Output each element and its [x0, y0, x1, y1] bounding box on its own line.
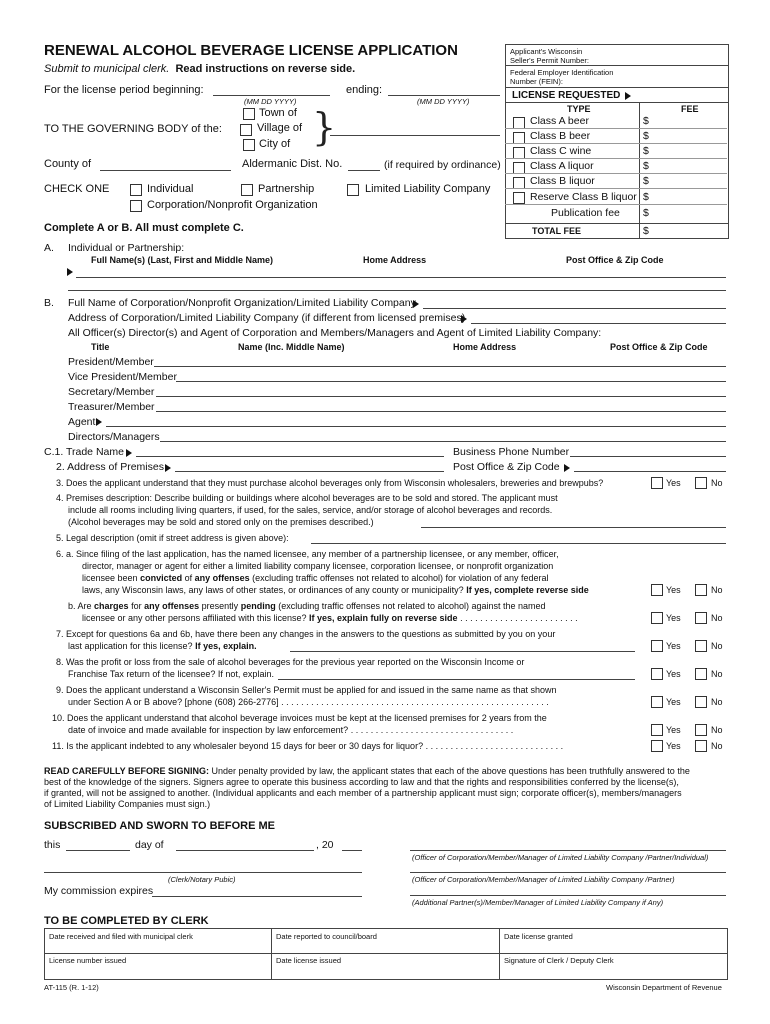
department-name: Wisconsin Department of Revenue	[606, 983, 722, 992]
month-field[interactable]	[176, 850, 314, 851]
fee-dollar: $	[643, 160, 649, 172]
q10-yes-checkbox[interactable]	[651, 724, 663, 736]
no-label: No	[711, 697, 723, 707]
read-carefully-line-3: if granted, will not be assigned to another. (Individual applicants and each member of a partnership applicant must sign; corporate officer(s), members/managers	[44, 788, 682, 798]
no-label: No	[711, 641, 723, 651]
yes-label: Yes	[666, 585, 681, 595]
signature-line-1[interactable]	[410, 850, 726, 851]
yes-label: Yes	[666, 725, 681, 735]
city-label: City of	[259, 138, 291, 150]
q8-no-checkbox[interactable]	[695, 668, 707, 680]
signature-caption-1: (Officer of Corporation/Member/Manager of Limited Liability Company /Partner/Individual)	[412, 853, 709, 862]
officer-title: Agent	[68, 416, 96, 428]
read-carefully-line-2: best of the knowledge of the signers. Signers agree to operate this business according to law and that the rights and responsibilities conferred by the license(s),	[44, 777, 679, 787]
officer-field[interactable]	[106, 426, 726, 427]
officer-title: Directors/Managers	[68, 431, 160, 443]
clerk-heading: TO BE COMPLETED BY CLERK	[44, 915, 209, 927]
license-type-label: Reserve Class B liquor	[530, 191, 637, 203]
fee-dollar: $	[643, 191, 649, 203]
yes-label: Yes	[666, 478, 681, 488]
license-type-label: Class A beer	[530, 115, 589, 127]
license-type-label: Class C wine	[530, 145, 592, 157]
no-label: No	[711, 585, 723, 595]
town-checkbox[interactable]	[243, 108, 255, 120]
fee-dollar: $	[643, 207, 649, 219]
fein-label-1: Federal Employer Identification	[510, 68, 614, 77]
q9-no-checkbox[interactable]	[695, 696, 707, 708]
officer-title: President/Member	[68, 356, 154, 368]
begin-date-format: (MM DD YYYY)	[244, 97, 297, 106]
complete-ab-label: Complete A or B. All must complete C.	[44, 222, 244, 234]
ending-label: ending:	[346, 84, 383, 96]
license-requested-label: LICENSE REQUESTED	[512, 90, 621, 101]
section-a-letter: A.	[44, 242, 54, 254]
question-5: 5. Legal description (omit if street address is given above):	[56, 533, 289, 543]
no-label: No	[711, 478, 723, 488]
corporation-checkbox[interactable]	[130, 200, 142, 212]
day-field[interactable]	[66, 850, 130, 851]
clerk-cell-date-received[interactable]: Date received and filed with municipal clerk	[49, 932, 193, 941]
question-10-line-2: date of invoice and made available for inspection by law enforcement? . . . . . . . . . . . . . . . . . . . . . . . . . . . . . . . . .	[68, 725, 514, 735]
publication-fee-label: Publication fee	[551, 207, 620, 219]
business-phone-field[interactable]	[570, 456, 726, 457]
governing-body-label: TO THE GOVERNING BODY of the:	[44, 123, 222, 135]
signature-line-3[interactable]	[410, 895, 726, 896]
county-label: County of	[44, 158, 92, 170]
total-fee-label: TOTAL FEE	[532, 226, 582, 236]
corporation-label: Corporation/Nonprofit Organization	[147, 199, 318, 211]
fee-dollar: $	[643, 145, 649, 157]
q3-no-checkbox[interactable]	[695, 477, 707, 489]
no-label: No	[711, 725, 723, 735]
yes-label: Yes	[666, 613, 681, 623]
individual-label: Individual	[147, 183, 194, 195]
arrow-right-icon	[96, 418, 102, 426]
section-a-label: Individual or Partnership:	[68, 242, 185, 254]
legal-description-field[interactable]	[311, 543, 726, 544]
signature-caption-2: (Officer of Corporation/Member/Manager of Limited Liability Company /Partner)	[412, 875, 675, 884]
arrow-right-icon	[126, 449, 132, 457]
year-field[interactable]	[342, 850, 362, 851]
yes-label: Yes	[666, 741, 681, 751]
day-of-label: day of	[135, 839, 164, 851]
question-6a-line-3: licensee been convicted of any offenses (excluding traffic offenses not related to alcohol) for violation of any federal	[82, 573, 549, 583]
read-carefully-line-4: of Limited Liability Companies must sign.)	[44, 799, 211, 809]
arrow-right-icon	[413, 300, 419, 308]
sellers-permit-label-2: Seller's Permit Number:	[510, 56, 589, 65]
trade-name-field[interactable]	[136, 456, 444, 457]
question-11: 11. Is the applicant indebted to any wholesaler beyond 15 days for beer or 30 days for liquor? . . . . . . . . . . . . . . . . . . . . . . . . . . . .	[52, 741, 564, 751]
corporation-name-field[interactable]	[423, 308, 726, 309]
signature-line-2[interactable]	[410, 872, 726, 873]
llc-checkbox[interactable]	[347, 184, 359, 196]
village-checkbox[interactable]	[240, 124, 252, 136]
section-b-full-name: Full Name of Corporation/Nonprofit Organization/Limited Liability Company	[68, 297, 416, 309]
read-carefully-line-1: READ CAREFULLY BEFORE SIGNING: Under penalty provided by law, the applicant states that each of the above questions has been truthfully answered to the	[44, 766, 690, 776]
question-7-line-1: 7. Except for questions 6a and 6b, have there been any changes in the answers to the questions as submitted by you on your	[56, 629, 556, 639]
yes-label: Yes	[666, 641, 681, 651]
arrow-right-icon	[461, 315, 467, 323]
commission-field[interactable]	[152, 896, 362, 897]
fee-dollar: $	[643, 130, 649, 142]
form-title: RENEWAL ALCOHOL BEVERAGE LICENSE APPLICATION	[44, 42, 458, 59]
q11-yes-checkbox[interactable]	[651, 740, 663, 752]
section-a-line-1[interactable]	[76, 277, 726, 278]
signature-caption-3: (Additional Partner(s)/Member/Manager of Limited Liability Company if Any)	[412, 898, 664, 907]
business-phone-label: Business Phone Number	[453, 446, 570, 458]
fee-dollar: $	[643, 115, 649, 127]
sellers-permit-label-1: Applicant's Wisconsin	[510, 47, 583, 56]
q9-yes-checkbox[interactable]	[651, 696, 663, 708]
aldermanic-field[interactable]	[348, 170, 380, 171]
officer-field[interactable]	[154, 366, 726, 367]
if-required-label: (if required by ordinance)	[384, 159, 501, 171]
clerk-table	[44, 928, 728, 980]
premises-description-field[interactable]	[421, 527, 726, 528]
q6b-yes-checkbox[interactable]	[651, 612, 663, 624]
question-7-line-2: last application for this license? If yes, explain.	[68, 641, 257, 651]
po-zip-field[interactable]	[574, 471, 726, 472]
license-type-label: Class A liquor	[530, 160, 594, 172]
question-4-line-3: (Alcohol beverages may be sold and stored only on the premises described.)	[68, 517, 374, 527]
question-9-line-1: 9. Does the applicant understand a Wisconsin Seller's Permit must be applied for and issued in the same name as that shown	[56, 685, 557, 695]
question-8-line-2: Franchise Tax return of the licensee? If not, explain.	[68, 669, 274, 679]
q7-no-checkbox[interactable]	[695, 640, 707, 652]
license-type-label: Class B beer	[530, 130, 591, 142]
no-label: No	[711, 613, 723, 623]
officer-title: Secretary/Member	[68, 386, 155, 398]
aldermanic-label: Aldermanic Dist. No.	[242, 158, 343, 170]
arrow-right-icon	[564, 464, 570, 472]
section-b-col-address: Home Address	[453, 342, 517, 352]
partnership-checkbox[interactable]	[241, 184, 253, 196]
yes-label: Yes	[666, 697, 681, 707]
village-label: Village of	[257, 122, 303, 134]
county-field[interactable]	[100, 170, 231, 171]
q10-no-checkbox[interactable]	[695, 724, 707, 736]
sworn-heading: SUBSCRIBED AND SWORN TO BEFORE ME	[44, 820, 276, 832]
arrow-right-icon	[67, 268, 73, 276]
end-date-format: (MM DD YYYY)	[417, 97, 470, 106]
period-end-field[interactable]	[388, 95, 500, 96]
form-subtitle: Submit to municipal clerk. Read instructions on reverse side.	[44, 63, 356, 75]
trade-name-label: C.1. Trade Name	[44, 446, 124, 458]
section-b-col-title: Title	[91, 342, 110, 352]
question-8-line-1: 8. Was the profit or loss from the sale of alcohol beverages for the previous year reported on the Wisconsin Income or	[56, 657, 525, 667]
officer-title: Vice President/Member	[68, 371, 177, 383]
reserve-class-b-liquor-checkbox[interactable]	[513, 192, 525, 204]
q11-no-checkbox[interactable]	[695, 740, 707, 752]
clerk-cell-signature[interactable]: Signature of Clerk / Deputy Clerk	[504, 956, 614, 965]
municipality-name-field[interactable]	[330, 135, 500, 136]
section-b-officers: All Officer(s) Director(s) and Agent of Corporation and Members/Managers and Agent of Limited Liability Company:	[68, 327, 602, 339]
question-6b-line-2: licensee or any other persons affiliated with this license? If yes, explain fully on reverse side . . . . . . . . . . . . . . . . . . . . . . . .	[82, 613, 578, 623]
fein-label-2: Number (FEIN):	[510, 77, 563, 86]
q3-yes-checkbox[interactable]	[651, 477, 663, 489]
question-6a-line-2: director, manager or agent for either a limited liability company licensee, corporation licensee, or nonprofit organization	[82, 561, 554, 571]
clerk-notary-signature-line[interactable]	[44, 872, 362, 873]
question-6a-line-1: 6. a. Since filing of the last application, has the named licensee, any member of a partnership licensee, or any member, officer,	[56, 549, 559, 559]
question-6a-line-4: laws, any Wisconsin laws, any laws of other states, or ordinances of any county or municipality? If yes, complete reverse side	[82, 585, 589, 595]
clerk-cell-license-number[interactable]: License number issued	[49, 956, 127, 965]
section-b-letter: B.	[44, 297, 54, 309]
fee-dollar: $	[643, 175, 649, 187]
premises-address-field[interactable]	[175, 471, 444, 472]
clerk-notary-caption: (Clerk/Notary Pubic)	[168, 875, 236, 884]
question-8-explain-field[interactable]	[278, 679, 635, 680]
license-type-label: Class B liquor	[530, 175, 595, 187]
partnership-label: Partnership	[258, 183, 315, 195]
period-begin-field[interactable]	[213, 95, 330, 96]
individual-checkbox[interactable]	[130, 184, 142, 196]
question-6b-line-1: b. Are charges for any offenses presently pending (excluding traffic offenses not related to alcohol) against the named	[68, 601, 546, 611]
section-b-col-name: Name (Inc. Middle Name)	[238, 342, 345, 352]
q7-yes-checkbox[interactable]	[651, 640, 663, 652]
this-label: this	[44, 839, 61, 851]
q6a-yes-checkbox[interactable]	[651, 584, 663, 596]
clerk-cell-date-reported[interactable]: Date reported to council/board	[276, 932, 377, 941]
question-4-line-1: 4. Premises description: Describe building or buildings where alcohol beverages are to be sold and stored. The applicant must	[56, 493, 558, 503]
commission-label: My commission expires	[44, 885, 154, 897]
arrow-right-icon	[165, 464, 171, 472]
officer-title: Treasurer/Member	[68, 401, 155, 413]
llc-label: Limited Liability Company	[365, 183, 491, 195]
question-10-line-1: 10. Does the applicant understand that alcohol beverage invoices must be kept at the licensed premises for 2 years from the	[52, 713, 547, 723]
question-9-line-2: under Section A or B above? [phone (608) 266-2776] . . . . . . . . . . . . . . . . . . . . . . . . . . . . . . . . . . . . . . . . . . . . . . . . . . . . . .	[68, 697, 549, 707]
fee-header: FEE	[681, 104, 699, 114]
total-fee-dollar: $	[643, 225, 649, 237]
clerk-cell-date-issued[interactable]: Date license issued	[276, 956, 342, 965]
officer-field[interactable]	[156, 411, 726, 412]
premises-address-label: 2. Address of Premises	[56, 461, 164, 473]
form-number: AT-115 (R. 1-12)	[44, 983, 99, 992]
officer-field[interactable]	[176, 381, 726, 382]
officer-field[interactable]	[156, 396, 726, 397]
q6b-no-checkbox[interactable]	[695, 612, 707, 624]
city-checkbox[interactable]	[243, 139, 255, 151]
section-b-col-po: Post Office & Zip Code	[610, 342, 708, 352]
q6a-no-checkbox[interactable]	[695, 584, 707, 596]
po-zip-label: Post Office & Zip Code	[453, 461, 560, 473]
no-label: No	[711, 741, 723, 751]
q8-yes-checkbox[interactable]	[651, 668, 663, 680]
yes-label: Yes	[666, 669, 681, 679]
period-label: For the license period beginning:	[44, 84, 204, 96]
arrow-right-icon	[625, 92, 631, 100]
section-a-col-name: Full Name(s) (Last, First and Middle Name)	[91, 255, 274, 265]
clerk-cell-date-granted[interactable]: Date license granted	[504, 932, 573, 941]
section-a-col-po: Post Office & Zip Code	[566, 255, 664, 265]
officer-field[interactable]	[160, 441, 726, 442]
type-header: TYPE	[567, 104, 591, 114]
year-label: , 20	[316, 839, 334, 851]
town-label: Town of	[259, 107, 297, 119]
question-3: 3. Does the applicant understand that they must purchase alcohol beverages only from Wisconsin wholesalers, breweries and brewpubs?	[56, 478, 604, 488]
section-a-col-address: Home Address	[363, 255, 427, 265]
section-a-line-2[interactable]	[68, 290, 726, 291]
municipality-brace: }	[312, 105, 337, 149]
corporation-address-field[interactable]	[471, 323, 726, 324]
no-label: No	[711, 669, 723, 679]
section-b-address: Address of Corporation/Limited Liability Company (if different from licensed premises)	[68, 312, 466, 324]
question-4-line-2: include all rooms including living quarters, if used, for the sales, service, and/or storage of alcohol beverages and records.	[68, 505, 553, 515]
check-one-label: CHECK ONE	[44, 183, 110, 195]
question-7-explain-field[interactable]	[290, 651, 635, 652]
